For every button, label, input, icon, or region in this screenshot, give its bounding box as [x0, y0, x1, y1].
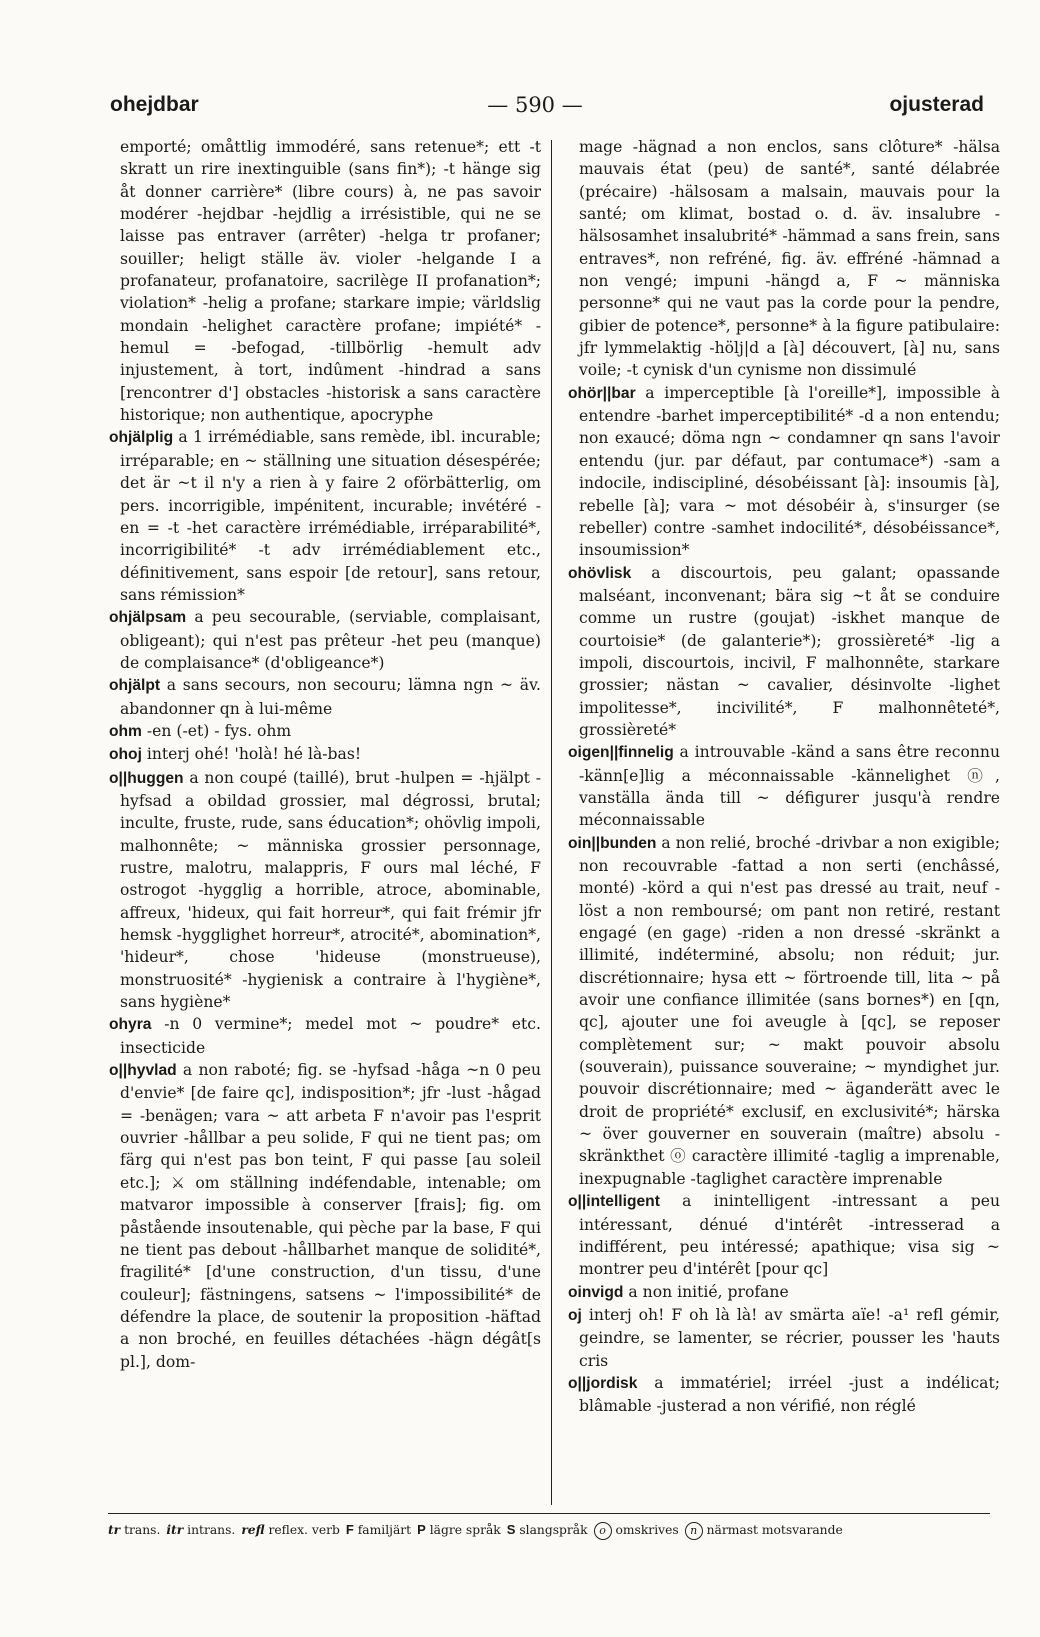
- entry-headword: ohjälpt: [109, 677, 161, 695]
- legend-abbreviation: o: [594, 1522, 612, 1540]
- entry-headword: ohjälplig: [109, 429, 174, 447]
- entry-text: a introuvable -känd a sans être reconnu -känn[e]lig a méconnaissable -kännelighet ⓝ, vanställa ända till ~ défigurer jusqu'à rendre méconnaissable: [579, 743, 1000, 830]
- legend-item: [108, 1523, 160, 1537]
- entry-text: interj oh! F oh là là! av smärta aïe! -a¹ refl gémir, geindre, se lamenter, se récrier, pousser les 'hauts cris: [579, 1305, 1000, 1370]
- legend-abbreviation: S: [506, 1522, 516, 1537]
- entry-text: a sans secours, non secouru; lämna ngn ~ äv. abandonner qn à lui-même: [120, 676, 541, 718]
- entry-text: a 1 irrémédiable, sans remède, ibl. incurable; irréparable; en ~ ställning une situation désespérée; det är ~t il n'y a rien à y faire 2 oförbätterlig, om pers. incorrigible, impénitent, incurable; invétéré -en = -t -het caractère irrémédiable, irréparabilité*, incorrigibilité* -t adv irrémédiablement etc., définitivement, sans espoir [de retour], sans retour, sans rémission*: [120, 428, 541, 604]
- entry-headword: ohoj: [109, 746, 142, 764]
- entry-continuation: [568, 136, 1000, 382]
- dictionary-entry: [109, 426, 541, 606]
- entry-text: interj ohé! 'holà! hé là-bas!: [141, 745, 362, 764]
- entry-headword: o||jordisk: [568, 1374, 638, 1392]
- dictionary-entry: [109, 1059, 541, 1373]
- entry-text: a imperceptible [à l'oreille*], impossible à entendre -barhet imperceptibilité* -d a non entendu; non exaucé; döma ngn ~ condamner qn sans l'avoir entendu (jur. par défaut, par contumace*) -sam a indocile, indiscipliné, désobéissant [à]: insoumis [à], rebelle [à]; vara ~ mot désobéir à, s'insurger (se rebeller) contre -samhet indocilité*, désobéissance*, insoumission*: [579, 383, 1000, 560]
- entry-text: a peu secourable, (serviable, complaisant, obligeant); qui n'est pas prêteur -het peu (manque) de complaisance* (d'obligeance*): [120, 608, 541, 672]
- legend-item: [507, 1523, 588, 1537]
- entry-headword: o||hyvlad: [109, 1062, 177, 1080]
- dictionary-entry: [568, 741, 1000, 831]
- entry-headword: ohm: [109, 722, 142, 740]
- entry-text: -n 0 vermine*; medel mot ~ poudre* etc. insecticide: [120, 1015, 541, 1057]
- right-column: [568, 136, 1000, 1418]
- entry-text: -en (-et) - fys. ohm: [141, 721, 292, 740]
- legend-item: [166, 1523, 235, 1537]
- entry-text: a non raboté; fig. se -hyfsad -håga ~n 0 peu d'envie* [de faire qc], indisposition*; jfr -lust -hågad = -benägen; vara ~ att arbeta F n'avoir pas l'esprit ouvrier -hållbar a peu solide, F qui ne tient pas; om färg qui n'est pas bon teint, F qui passe [au soleil etc.]; ⚔ om ställning indéfendable, intenable; om matvaror impossible à conserver [frais]; fig. om påstående insoutenable, qui pèche par la base, F qui ne tient pas debout -hållbarhet manque de solidité*, fragilité* [d'une construction, d'un tissu, d'une couleur]; fästningens, satsens ~ l'impossibilité* de défendre la place, de soutenir la proposition -häftad a non broché, en feuilles détachées -hägn dégât[s pl.], dom-: [120, 1061, 541, 1371]
- abbreviation-legend: [108, 1521, 998, 1540]
- entry-text: a inintelligent -intressant a peu intéressant, dénué d'intérêt -intresserad a indifférent, peu intéressé; apathique; visa sig ~ montrer peu d'intérêt [pour qc]: [579, 1192, 1000, 1279]
- dictionary-entry: [568, 562, 1000, 742]
- legend-item: [241, 1523, 340, 1537]
- page-number: — 590 —: [487, 93, 583, 117]
- header-left-guideword: ohejdbar: [110, 93, 199, 116]
- legend-description: närmast motsvarande: [706, 1523, 843, 1537]
- entry-headword: oj: [568, 1306, 582, 1324]
- legend-description: familjärt: [357, 1523, 412, 1537]
- entry-headword: ohyra: [109, 1016, 152, 1034]
- entry-text: a non relié, broché -drivbar a non exigible; non recouvrable -fattad a non serti (enchâssé, monté) -körd a qui n'est pas dressé au trait, neuf -löst a non remboursé; om pant non retiré, restant engagé (en gage) -riden a non dressé -skränkt a illimité, indéterminé, absolu; non réduit; jur. discrétionnaire; hysa ett ~ förtroende till, lita ~ på avoir une confiance illimitée (sans bornes*) en [qn, qc], ajouter une foi aveugle à [qc], se reposer complètement sur; ~ makt pouvoir absolu (souverain), puissance souveraine; ~ myndighet jur. pouvoir discrétionnaire; med ~ äganderätt avec le droit de propriété* exclusif, en exclusivité*; härska ~ över gouverner en souverain (maître) absolu -skränkthet ⓞ caractère illimité -taglig a imprenable, inexpugnable -taglighet caractère imprenable: [579, 833, 1000, 1188]
- entry-headword: ohör||bar: [568, 384, 636, 402]
- entry-headword: oinvigd: [568, 1283, 624, 1301]
- legend-description: omskrives: [615, 1523, 679, 1537]
- entry-headword: o||intelligent: [568, 1193, 660, 1211]
- header-right-guideword: ojusterad: [889, 93, 984, 116]
- legend-item: [346, 1523, 411, 1537]
- entry-headword: oin||bunden: [568, 834, 657, 852]
- entry-headword: oigen||finnelig: [568, 744, 674, 762]
- entry-text: a discourtois, peu galant; opassande malséant, inconvenant; bära sig ~t åt se conduire comme un rustre (goujat) -iskhet manque de courtoisie* (de galanterie*); grossièreté* -lig a impoli, discourtois, incivil, F malhonnête, starkare grossier; nästan ~ cavalier, désinvolte -lighet impolitesse*, incivilité*, F malhonnêteté*, grossièreté*: [579, 563, 1000, 739]
- dictionary-entry: [568, 1190, 1000, 1280]
- legend-item: [685, 1523, 843, 1537]
- legend-abbreviation: tr: [108, 1522, 121, 1537]
- dictionary-entry: [568, 1281, 1000, 1304]
- dictionary-entry: [568, 1372, 1000, 1418]
- entry-headword: ohjälpsam: [109, 609, 187, 627]
- legend-abbreviation: itr: [166, 1522, 184, 1537]
- dictionary-entry: [109, 743, 541, 766]
- legend-abbreviation: refl: [241, 1522, 265, 1537]
- entry-text: emporté; omåttlig immodéré, sans retenue*; ett -t skratt un rire inextinguible (sans fin*); -t hänge sig åt donner carrière* (libre cours) à, ne pas savoir modérer -hejdbar -hejdlig a irrésistible, qui ne se laisse pas entraver (arrêter) -helga tr profaner; souiller; heligt ställe äv. violer -helgande I a profanateur, profanatoire, sacrilège II profanation*; violation* -helig a profane; starkare impie; världslig mondain -helighet caractère profane; impiété* -hemul = -befogad, -tillbörlig -hemult adv injustement, à tort, indûment -hindrad a sans [rencontrer d'] obstacles -historisk a sans caractère historique; non authentique, apocryphe: [120, 138, 541, 425]
- entry-headword: ohövlisk: [568, 564, 632, 582]
- legend-description: intrans.: [187, 1523, 236, 1537]
- column-divider: [551, 140, 552, 1505]
- entry-text: a non coupé (taillé), brut -hulpen = -hjälpt -hyfsad a obildad grossier, mal dégrossi, brutal; inculte, fruste, rude, sans éducation*; ohövlig impoli, malhonnête; ~ människa grossier personnage, rustre, malotru, malappris, F ours mal léché, F ostrogot -hygglig a horrible, atroce, abominable, affreux, 'hideux, qui fait horreur*, qui fait frémir jfr hemsk -hygglighet horreur*, atrocité*, abomination*, 'hideur*, chose 'hideuse (monstrueuse), monstruosité* -hygienisk a contraire à l'hygiène*, sans hygiène*: [120, 768, 541, 1012]
- left-column: [109, 136, 541, 1373]
- dictionary-entry: [109, 606, 541, 674]
- legend-item: [417, 1523, 501, 1537]
- legend-abbreviation: n: [685, 1522, 703, 1540]
- dictionary-entry: [109, 674, 541, 720]
- entry-text: a immatériel; irréel -just a indélicat; blâmable -justerad a non vérifié, non réglé: [579, 1373, 1000, 1416]
- entry-text: a non initié, profane: [623, 1282, 789, 1301]
- dictionary-entry: [568, 1304, 1000, 1372]
- dictionary-entry: [568, 832, 1000, 1191]
- legend-abbreviation: F: [345, 1522, 354, 1537]
- footer-rule: [108, 1513, 990, 1514]
- entry-headword: o||huggen: [109, 769, 184, 787]
- entry-text: mage -hägnad a non enclos, sans clôture* -hälsa mauvais état (peu) de santé*, santé délabrée (précaire) -hälsosam a malsain, mauvais pour la santé; om klimat, bostad o. d. äv. insalubre -hälsosamhet insalubrité* -hämmad a sans frein, sans entraves*, non refréné, fig. äv. effréné -hämnad a non vengé; impuni -hängd a, F ~ människa personne* qui ne vaut pas la corde pour la pendre, gibier de potence*, personne* à la figure patibulaire: jfr lymmelaktig -hölj|d a [à] découvert, [à] nu, sans voile; -t cynisk d'un cynisme non dissimulé: [579, 138, 1000, 380]
- legend-item: [594, 1523, 679, 1537]
- dictionary-entry: [568, 382, 1000, 562]
- legend-abbreviation: P: [417, 1522, 426, 1537]
- dictionary-entry: [109, 767, 541, 1014]
- legend-description: lägre språk: [429, 1523, 501, 1537]
- legend-description: reflex. verb: [268, 1523, 340, 1537]
- legend-description: slangspråk: [519, 1523, 588, 1537]
- entry-continuation: [109, 136, 541, 426]
- legend-description: trans.: [124, 1523, 161, 1537]
- dictionary-entry: [109, 720, 541, 743]
- dictionary-entry: [109, 1013, 541, 1059]
